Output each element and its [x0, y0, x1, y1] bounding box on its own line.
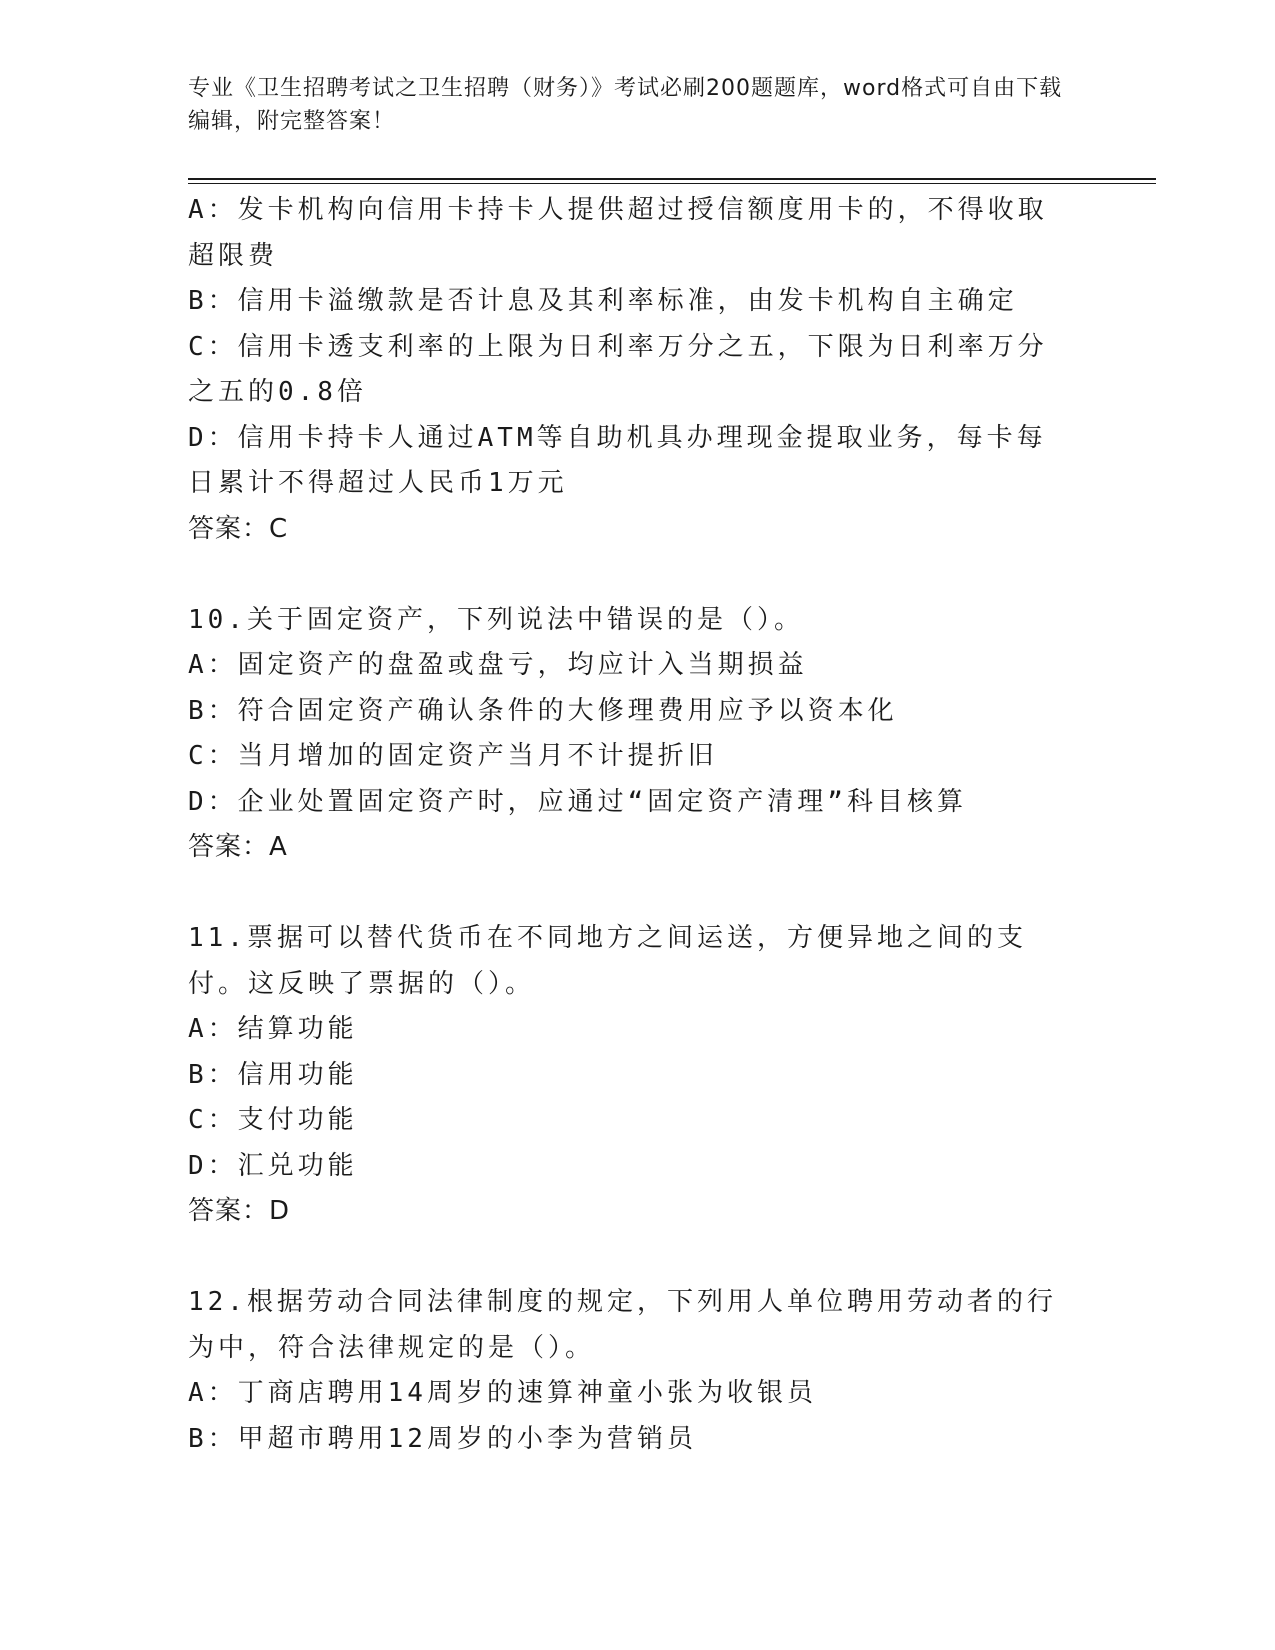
option-a: A：结算功能: [188, 1014, 358, 1044]
spacer: [188, 871, 1068, 917]
document-title: 专业《卫生招聘考试之卫生招聘（财务）》考试必刷200题题库，word格式可自由下载编辑，附完整答案！: [188, 76, 1063, 134]
option-d: D：企业处置固定资产时，应通过“固定资产清理”科目核算: [188, 786, 967, 817]
question-text: 12.根据劳动合同法律制度的规定，下列用人单位聘用劳动者的行为中，符合法律规定的是（）。: [188, 1287, 1057, 1363]
option-a: A：发卡机构向信用卡持卡人提供超过授信额度用卡的，不得收取超限费: [188, 195, 1048, 271]
option-d: D：汇兑功能: [188, 1150, 358, 1181]
question-text: 11.票据可以替代货币在不同地方之间运送，方便异地之间的支付。这反映了票据的（）。: [188, 923, 1027, 999]
question-item-12: [188, 1280, 1068, 1462]
spacer: [188, 1235, 1068, 1281]
option-d: D：信用卡持卡人通过ATM等自助机具办理现金提取业务，每卡每日累计不得超过人民币1万元: [188, 422, 1047, 498]
header-divider-thick: [188, 178, 1156, 180]
option-b: B：信用卡溢缴款是否计息及其利率标准，由发卡机构自主确定: [188, 286, 1018, 316]
answer-label: 答案：D: [188, 1196, 291, 1226]
spacer: [188, 552, 1068, 598]
option-c: C：支付功能: [188, 1105, 358, 1135]
question-text: 10.关于固定资产，下列说法中错误的是（）。: [188, 604, 804, 635]
answer-label: 答案：C: [188, 513, 289, 544]
option-b: B：信用功能: [188, 1059, 358, 1090]
header-divider-thin: [188, 183, 1156, 184]
option-c: C：信用卡透支利率的上限为日利率万分之五，下限为日利率万分之五的0.8倍: [188, 331, 1048, 407]
question-item-10: [188, 598, 1068, 871]
question-item-11: [188, 916, 1068, 1235]
option-c: C：当月增加的固定资产当月不计提折旧: [188, 741, 718, 771]
option-b: B：符合固定资产确认条件的大修理费用应予以资本化: [188, 695, 898, 726]
option-a: A：固定资产的盘盈或盘亏，均应计入当期损益: [188, 650, 808, 680]
document-header: [188, 72, 1068, 138]
option-b: B：甲超市聘用12周岁的小李为营销员: [188, 1423, 697, 1454]
question-list: [188, 188, 1068, 1462]
option-a: A：丁商店聘用14周岁的速算神童小张为收银员: [188, 1378, 817, 1408]
answer-label: 答案：A: [188, 832, 288, 862]
question-item-9: [188, 188, 1068, 552]
